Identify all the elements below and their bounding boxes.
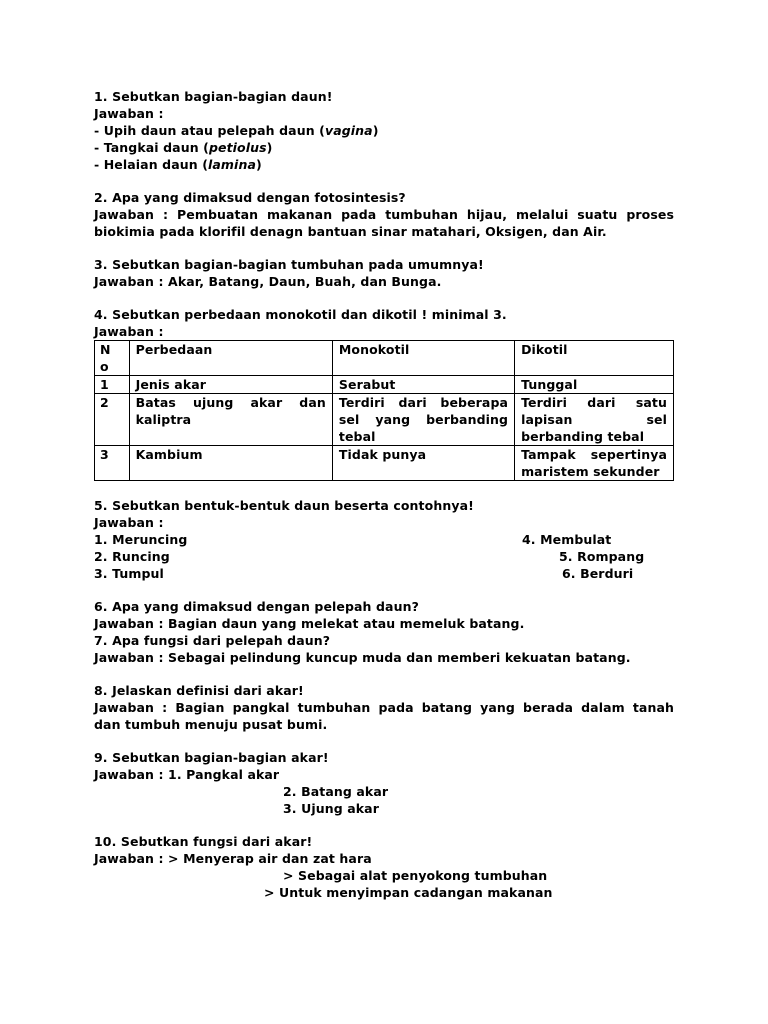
question-9: 9. Sebutkan bagian-bagian akar! (94, 750, 329, 765)
table-cell: Batas ujung akar dan kaliptra (129, 394, 332, 446)
answer-1-item-3: - Helaian daun (lamina) (94, 157, 262, 172)
table-cell: 2 (95, 394, 130, 446)
question-2: 2. Apa yang dimaksud dengan fotosintesis? (94, 190, 406, 205)
question-8: 8. Jelaskan definisi dari akar! (94, 683, 304, 698)
comparison-table (94, 340, 674, 481)
header-dikotil: Dikotil (515, 341, 674, 376)
leaf-shape-3: 3. Tumpul (94, 566, 164, 581)
answer-10-line-1: Jawaban : > Menyerap air dan zat hara (94, 851, 372, 866)
table-cell: Tampak sepertinya maristem sekunder (515, 446, 674, 481)
answer-1-item-2: - Tangkai daun (petiolus) (94, 140, 273, 155)
leaf-shape-1: 1. Meruncing (94, 532, 188, 547)
answer-1-item-1: - Upih daun atau pelepah daun (vagina) (94, 123, 379, 138)
answer-9-item-3: 3. Ujung akar (283, 801, 379, 816)
answer-9-line-1: Jawaban : 1. Pangkal akar (94, 767, 280, 782)
leaf-shape-5: 5. Rompang (559, 549, 645, 564)
question-5: 5. Sebutkan bentuk-bentuk daun beserta contohnya! (94, 498, 474, 513)
list-item (94, 548, 674, 565)
document-content (94, 88, 674, 901)
question-1: 1. Sebutkan bagian-bagian daun! (94, 89, 333, 104)
leaf-shape-2: 2. Runcing (94, 549, 170, 564)
question-10: 10. Sebutkan fungsi dari akar! (94, 834, 313, 849)
answer-6: Jawaban : Bagian daun yang melekat atau memeluk batang. (94, 616, 525, 631)
table-cell: Serabut (332, 376, 514, 394)
answer-label-1: Jawaban : (94, 106, 164, 121)
answer-10-item-3: > Untuk menyimpan cadangan makanan (264, 885, 553, 900)
header-no: N o (95, 341, 130, 376)
table-header-row (95, 341, 674, 376)
table-cell: 1 (95, 376, 130, 394)
answer-10-item-2: > Sebagai alat penyokong tumbuhan (283, 868, 548, 883)
table-row (95, 376, 674, 394)
table-cell: Jenis akar (129, 376, 332, 394)
table-row (95, 394, 674, 446)
leaf-shape-6: 6. Berduri (562, 566, 634, 581)
list-item (94, 565, 674, 582)
header-monokotil: Monokotil (332, 341, 514, 376)
table-cell: 3 (95, 446, 130, 481)
table-row (95, 446, 674, 481)
table-cell: Terdiri dari beberapa sel yang berbanding tebal (332, 394, 514, 446)
question-6: 6. Apa yang dimaksud dengan pelepah daun? (94, 599, 419, 614)
list-item (94, 531, 674, 548)
question-4: 4. Sebutkan perbedaan monokotil dan dikotil ! minimal 3. (94, 307, 507, 322)
table-cell: Kambium (129, 446, 332, 481)
table-cell: Terdiri dari satu lapisan sel berbanding tebal (515, 394, 674, 446)
answer-label-5: Jawaban : (94, 515, 164, 530)
answer-7: Jawaban : Sebagai pelindung kuncup muda dan memberi kekuatan batang. (94, 650, 631, 665)
answer-2-line-2: biokimia pada klorifil denagn bantuan sinar matahari, Oksigen, dan Air. (94, 224, 607, 239)
header-perbedaan: Perbedaan (129, 341, 332, 376)
question-7: 7. Apa fungsi dari pelepah daun? (94, 633, 331, 648)
question-3: 3. Sebutkan bagian-bagian tumbuhan pada umumnya! (94, 257, 484, 272)
answer-8-line-1: Jawaban : Bagian pangkal tumbuhan pada batang yang berada dalam tanah (94, 700, 674, 715)
answer-3: Jawaban : Akar, Batang, Daun, Buah, dan Bunga. (94, 274, 442, 289)
leaf-shape-4: 4. Membulat (522, 532, 612, 547)
answer-label-4: Jawaban : (94, 324, 164, 339)
table-cell: Tunggal (515, 376, 674, 394)
answer-2-line-1: Jawaban : Pembuatan makanan pada tumbuhan hijau, melalui suatu proses (94, 207, 674, 222)
answer-8-line-2: dan tumbuh menuju pusat bumi. (94, 717, 328, 732)
answer-9-item-2: 2. Batang akar (283, 784, 389, 799)
table-cell: Tidak punya (332, 446, 514, 481)
